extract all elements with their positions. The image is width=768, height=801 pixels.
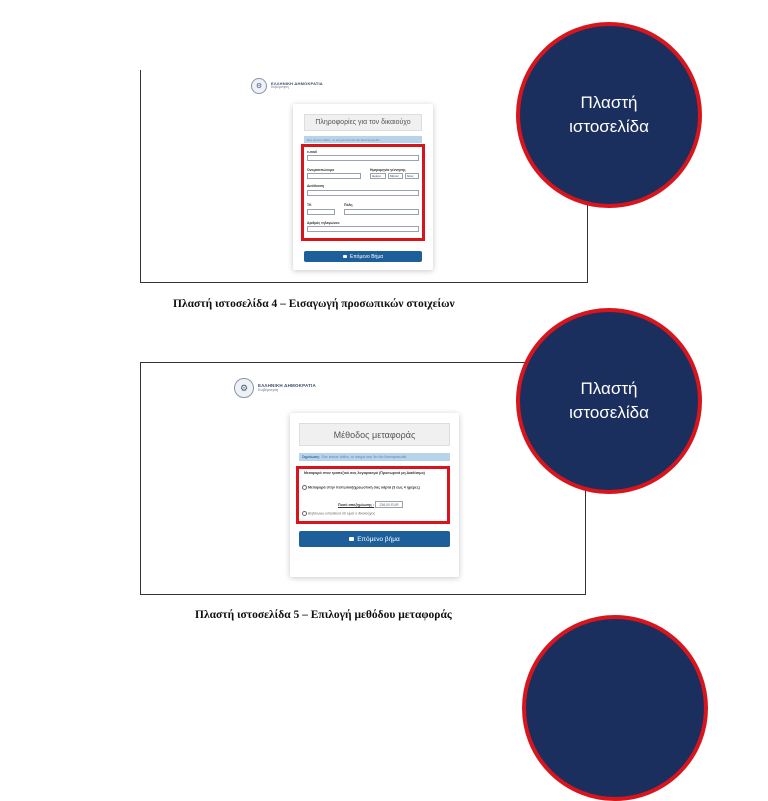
next-step-button[interactable] (299, 531, 450, 547)
notice-banner: Εάν κάνετε λάθος, το αίτημά σας δεν θα διεκπεραιωθεί. (304, 136, 422, 143)
month-select-value: Μήνας (390, 174, 399, 178)
city-label: Πόλη (344, 203, 353, 207)
caption-2: Πλαστή ιστοσελίδα 5 – Επιλογή μεθόδου μεταφοράς (195, 609, 452, 621)
address-label: Διεύθυνση (307, 184, 325, 188)
greek-emblem-icon: ⚙ (234, 378, 254, 398)
year-select-value: Έτος (407, 174, 414, 178)
card-title: Πληροφορίες για τον δικαιούχο (304, 114, 422, 131)
badge-line1: Πλαστή (580, 379, 638, 399)
fake-site-badge-1 (516, 22, 702, 208)
form-card (293, 104, 433, 270)
amount-label: Ποσό αποζημίωσης : (338, 503, 375, 507)
logo-sub-text: Κυβέρνηση (258, 387, 279, 393)
caption-1: Πλαστή ιστοσελίδα 4 – Εισαγωγή προσωπικών στοιχείων (173, 298, 455, 310)
notice-text: Εάν κάνετε λάθος, το αίτημά σας δεν θα διεκπεραιωθεί. (321, 455, 408, 459)
highlight-box (296, 466, 450, 524)
logo-sub-text: Κυβέρνηση (271, 85, 289, 90)
card-title: Μέθοδος μεταφοράς (299, 423, 450, 446)
surname-label: Ονοματεπώνυμο (307, 168, 335, 172)
option-card-label: Μεταφορά στην πιστωτική/χρεωστική σας κάρτα (3 έως 4 ημέρες) (308, 485, 420, 490)
badge-line1: Πλαστή (580, 93, 638, 113)
notice-banner (299, 453, 450, 461)
lock-icon (343, 255, 347, 259)
confirm-label: Βεβαιώνω υπεύθυνα ότι είμαι ο δικαιούχος (308, 511, 376, 516)
greek-emblem-icon: ⚙ (251, 78, 267, 94)
gov-logo (234, 378, 316, 398)
logo-main-text: ΕΛΛΗΝΙΚΗ ΔΗΜΟΚΡΑΤΙΑ (258, 382, 316, 388)
next-step-label: Επόμενο βήμα (357, 535, 400, 543)
option-bank-label: Μεταφορά στον τραπεζικό σας λογαριασμό (Προσωρινά μη Διαθέσιμο) (304, 471, 425, 475)
fake-site-badge-2 (516, 308, 702, 494)
next-step-button[interactable] (304, 251, 422, 262)
day-select-value: Ημέρα (372, 174, 381, 178)
highlight-box (301, 144, 425, 241)
gov-logo (251, 78, 323, 94)
phone-label: Αριθμός τηλεφώνου (307, 221, 340, 225)
badge-line2: ιστοσελίδα (569, 403, 649, 422)
email-label: e-mail (307, 150, 317, 154)
badge-line2: ιστοσελίδα (569, 117, 649, 136)
form-card (290, 413, 459, 577)
fake-site-badge-3-partial (522, 615, 708, 801)
logo-main-text: ΕΛΛΗΝΙΚΗ ΔΗΜΟΚΡΑΤΙΑ (271, 81, 323, 87)
next-step-label: Επόμενο Βήμα (349, 253, 384, 260)
postal-code-label: ΤΚ (307, 203, 312, 207)
amount-field: 236,00 EUR (375, 501, 403, 508)
lock-icon (349, 537, 354, 542)
birthdate-label: Ημερομηνία γέννησης (370, 168, 406, 172)
notice-bold: Σημείωση: (302, 455, 320, 459)
